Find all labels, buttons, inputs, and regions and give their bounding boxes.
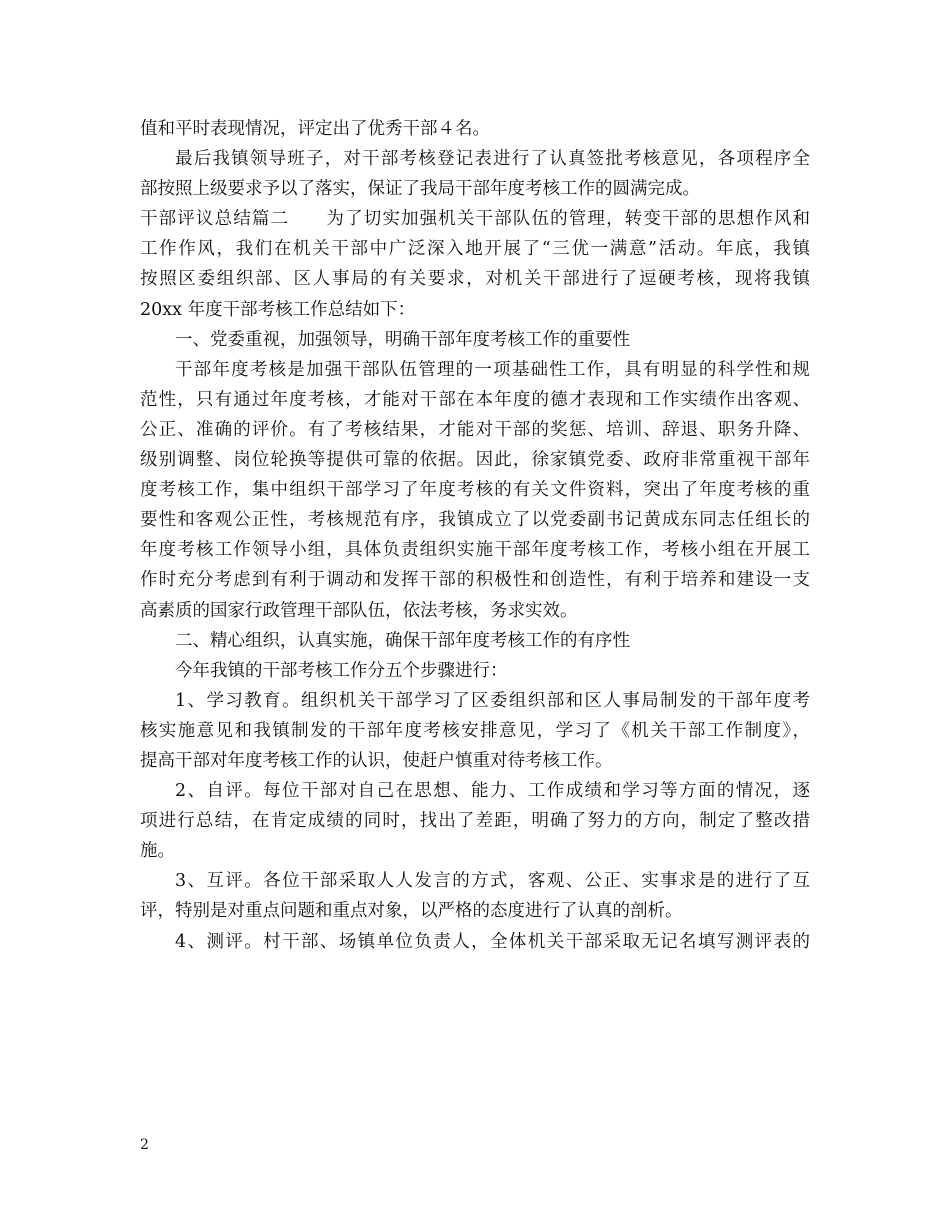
- text-line: 2、自评。每位干部对自己在思想、能力、工作成绩和学习等方面的情况，逐: [175, 781, 810, 802]
- text-line: 1、学习教育。组织机关干部学习了区委组织部和区人事局制发的干部年度考: [175, 690, 810, 711]
- text-line: 20xx 年度干部考核工作总结如下：: [140, 299, 416, 320]
- text-line: 评，特别是对重点问题和重点对象，以严格的态度进行了认真的剖析。: [140, 901, 683, 922]
- text-line: 要性和客观公正性，考核规范有序，我镇成立了以党委副书记黄成东同志任组长的: [140, 510, 810, 531]
- text-line: 按照区委组织部、区人事局的有关要求，对机关干部进行了逗硬考核，现将我镇: [140, 269, 810, 290]
- text-line: 公正、准确的评价。有了考核结果，才能对干部的奖惩、培训、辞退、职务升降、: [140, 419, 810, 440]
- text-line: 施。: [140, 841, 175, 862]
- text-line: 范性，只有通过年度考核，才能对干部在本年度的德才表现和工作实绩作出客观、: [140, 389, 810, 410]
- text-line: 干部年度考核是加强干部队伍管理的一项基础性工作，具有明显的科学性和规: [175, 359, 810, 380]
- text-line: 最后我镇领导班子，对干部考核登记表进行了认真签批考核意见，各项程序全: [175, 149, 810, 170]
- text-line: 值和平时表现情况，评定出了优秀干部４名。: [140, 119, 490, 139]
- text-line: 度考核工作，集中组织干部学习了年度考核的有关文件资料，突出了年度考核的重: [140, 480, 810, 501]
- text-line: 高素质的国家行政管理干部队伍，依法考核，务求实效。: [140, 600, 578, 621]
- text-line: 3、互评。各位干部采取人人发言的方式，客观、公正、实事求是的进行了互: [175, 871, 810, 892]
- text-line: 提高干部对年度考核工作的认识，使赶户慎重对待考核工作。: [140, 750, 613, 771]
- document-body: [140, 114, 810, 957]
- text-line: 二、精心组织，认真实施，确保干部年度考核工作的有序性: [175, 630, 630, 651]
- text-line: 作时充分考虑到有利于调动和发挥干部的积极性和创造性，有利于培养和建设一支: [140, 570, 810, 591]
- text-line: 4、测评。村干部、场镇单位负责人，全体机关干部采取无记名填写测评表的: [175, 931, 810, 952]
- page-number: 2: [140, 1137, 149, 1153]
- text-line: 部按照上级要求予以了落实，保证了我局干部年度考核工作的圆满完成。: [140, 179, 700, 200]
- text-line: 核实施意见和我镇制发的干部年度考核安排意见，学习了《机关干部工作制度》，: [140, 720, 810, 741]
- text-line: 今年我镇的干部考核工作分五个步骤进行：: [175, 660, 508, 681]
- text-line: 项进行总结，在肯定成绩的同时，找出了差距，明确了努力的方向，制定了整改措: [140, 811, 810, 832]
- text-line: 工作作风，我们在机关干部中广泛深入地开展了“三优一满意”活动。年底，我镇: [140, 239, 810, 260]
- text-line: 一、党委重视，加强领导，明确干部年度考核工作的重要性: [175, 329, 630, 350]
- text-line: 年度考核工作领导小组，具体负责组织实施干部年度考核工作，考核小组在开展工: [140, 540, 810, 561]
- text-line: 干部评议总结篇二 为了切实加强机关干部队伍的管理，转变干部的思想作风和: [140, 209, 810, 230]
- text-line: 级别调整、岗位轮换等提供可靠的依据。因此，徐家镇党委、政府非常重视干部年: [140, 450, 810, 471]
